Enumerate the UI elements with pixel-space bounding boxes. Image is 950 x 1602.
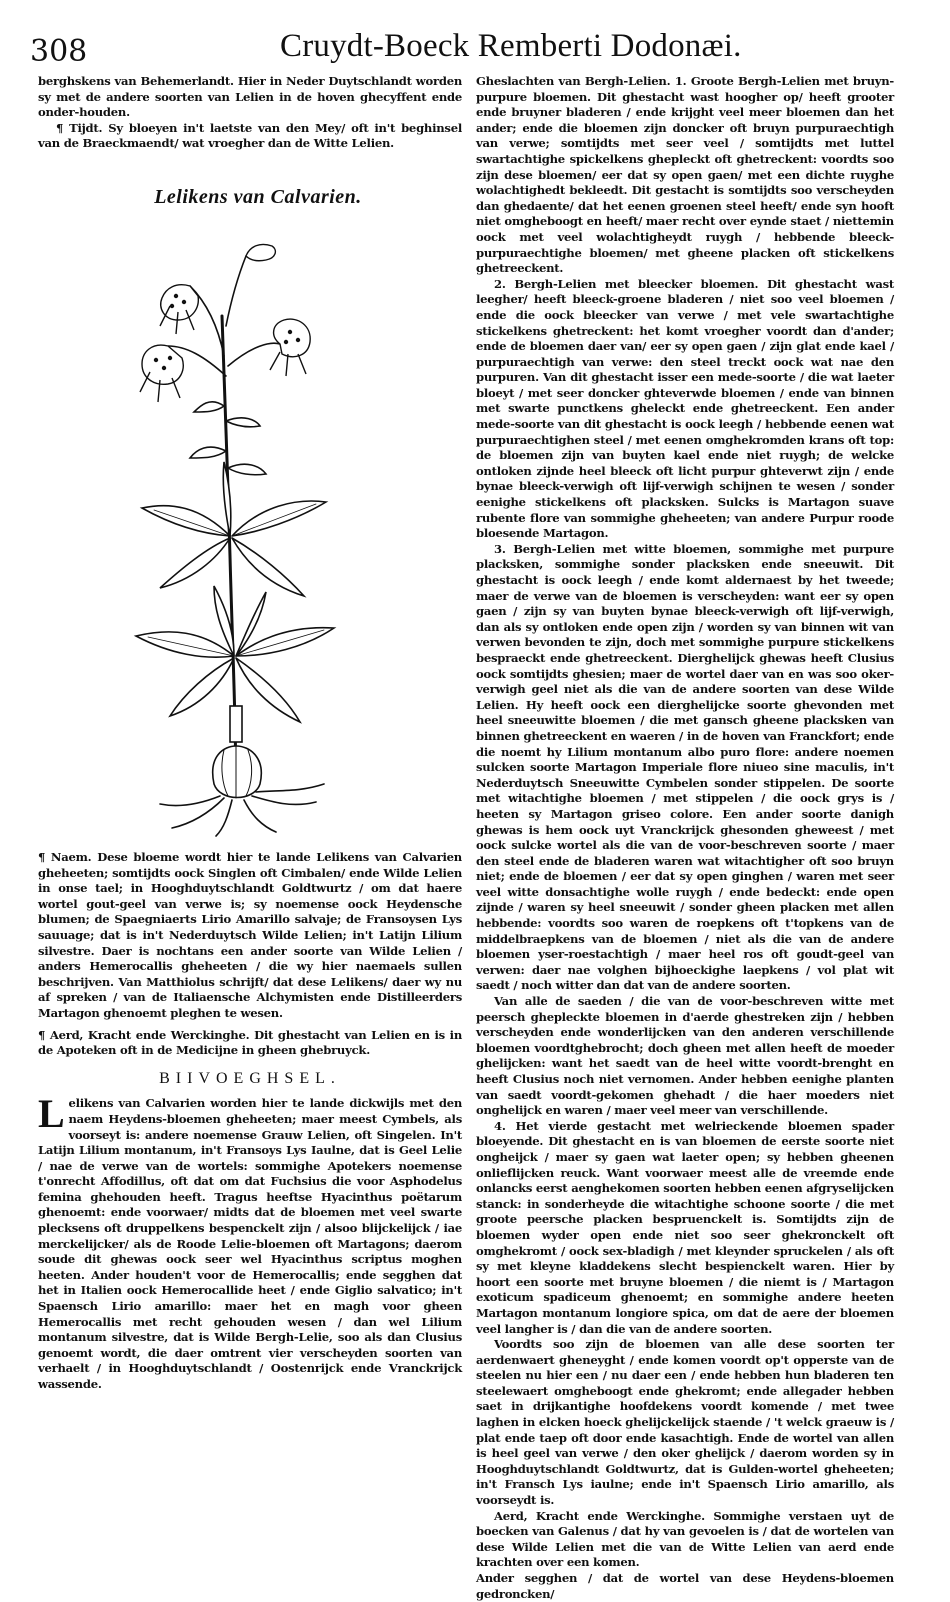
page-header (30, 28, 910, 72)
lily-flower-left (140, 345, 183, 402)
right-paragraph-3: 3. Bergh-Lelien met witte bloemen, sommighe met purpure placksken, sommighe sonder placksken ende sneeuwit. Dit ghestacht is oock leegh / ende komt aldernaest by het tweede; maer de verwe van de bloemen is verscheyden: want eer sy open gaen / zijn sy van buyten bynae bleeck-verwigh oft lijf-verwigh, dan als sy ontloken ende open zijn / worden sy van binnen wit van verwen bevonden te zijn, doch met sommighe purpure stickelkens bespraeckt ende ghetreeckent. Dierghelijck ghewas heeft Clusius oock somtijdts ghesien; maer de wortel daer van en was soo oker-verwigh geel niet als die van de andere soorten van dese Wilde Lelien. Hy heeft oock een dierghelijcke soorte ghevonden met heel sneeuwitte bloemen / die met gansch gheene placksken van binnen ghetreeckent en waeren / in de hoven van Franckfort; ende die noemt hy Lilium montanum albo puro flore: andere noemen sulcken soorte Martagon Imperiale flore niueo sine maculis, in't Nederduytsch Sneeuwitte Cymbelen sonder stippelen. De soorte met witachtighe bloemen / met stippelen / die oock grys is / heeten sy Martagon griseo colore. Een ander soorte danigh ghewas is hem oock uyt Vranckrijck ghesonden gheweest / met oock sulcke wortel als die van de voor-beschreven soorte / maer den steel ende de bladeren waren wat witachtigher oft soo bruyn niet; ende de bloemen / eer dat sy open ginghen / waren met seer veel witte donsachtighe wolle ruygh / ende bedeckt: ende open zijnde / waren sy heel sneeuwit / sonder gheen placken met allen hebbende: voordts soo waren de roepkens oft t'topkens van de middelbraepkens van de bloemen / niet als die van de andere bloemen yser-roestachtigh / maer heel ros oft goudt-geel van verwen: daer nae volghen bijhoeckighe laepkens / vol plat wit saedt / noch witter dan dat van de andere soorten. (476, 541, 894, 993)
naem-paragraph: ¶ Naem. Dese bloeme wordt hier te lande Lelikens van Calvarien gheheeten; somtijdts oock Singlen oft Cimbalen/ ende Wilde Lelien in onse tael; in Hooghduytschlandt Goldtwurtz / om dat haere wortel gout-geel van verwe is; sy noemense oock Heydensche blumen; de Spaegniaerts Lirio Amarillo salvaje; de Fransoysen Lys sauuage; dat is in't Nederduytsch Wilde Lelien; in't Latijn Lilium silvestre. Daer is nochtans een ander soorte van Wilde Lelien / anders Hemerocallis gheheeten / die wy hier naemaels sullen beschrijven. Van Matthiolus schrijft/ dat dese Lelikens/ daer wy nu af spreken / van de Italiaensche Alchymisten ende Distilleerders Martagon ghenoemt pleghen te wesen. (38, 850, 462, 1020)
right-paragraph-saeden: Van alle de saeden / die van de voor-beschreven witte met peersch ghepleckte bloemen in d'aerde ghestreken zijn / hebben verscheyden ende wonderlijcken van den anderen verschillende bloemen voordtghebrocht; doch gheen met allen heeft de moeder ghelijcken: want het saedt van de heel witte voordt-brenght en heeft Clusius noch niet vernomen. Ander hebben eenighe planten van saedt voordt-gekomen ghehadt / die haer moeders niet onghelijck en waren / maer veel meer van verschillende. (476, 994, 894, 1118)
intro-paragraph-tijdt: ¶ Tijdt. Sy bloeyen in't laetste van den Mey/ oft in't beghinsel van de Braeckmaendt/ wat vroegher dan de Witte Lelien. (38, 120, 462, 151)
left-column-lower (38, 850, 462, 1393)
figure-caption: Lelikens van Calvarien. (154, 186, 362, 208)
dropcap-letter: L (38, 1091, 65, 1137)
right-column (476, 74, 894, 1602)
bijvoeghsel-paragraph (38, 1091, 462, 1392)
page-number: 308 (30, 34, 88, 69)
lily-illustration-svg (120, 236, 400, 838)
right-paragraph-2: 2. Bergh-Lelien met bleecker bloemen. Dit ghestacht wast leegher/ heeft bleeck-groene bladeren / niet soo veel bloemen / ende die oock bleecker van verwe / met vele swartachtighe stickelkens ghetreckent: het komt vroegher voordt dan d'ander; ende de bloemen daer van/ eer sy open gaen / zijn glat ende kael / purpuraechtigh van verwe: den steel treckt oock wat nae den purpuren. Van dit ghestacht isser een mede-soorte / die wat laeter bloeyt / met seer doncker ghteverwde bloemen / ende van binnen met swarte punctkens gheleckt ende ghetreeckent. Een ander mede-soorte van dit ghestacht is oock leegh / hebbende eenen wat purpuraechtighen steel / met eenen omghekromden krans oft top: de bloemen zijn van buyten kael ende niet ruygh; de welcke ontloken zijnde heel bleeck oft licht purpur ghteverwt zijn / ende bynae bleeck-verwigh oft lijf-verwigh schijnen te wesen / sonder eenighe stickelkens oft placksken. Sulcks is Martagon suave rubente flore van sommighe gheheeten; van andere Purpur roode bloesende Martagon. (476, 276, 894, 541)
intro-paragraph-1: berghskens van Behemerlandt. Hier in Neder Duytschlandt worden sy met de andere soorten van Lelien in de hoven ghecyffent ende onder-houden. (38, 74, 462, 120)
aerd-paragraph: ¶ Aerd, Kracht ende Werckinghe. Dit ghestacht van Lelien en is in de Apoteken oft in de Medicijne in gheen ghebruyck. (38, 1027, 462, 1058)
right-paragraph-aerd: Aerd, Kracht ende Werckinghe. Sommighe verstaen uyt de boecken van Galenus / dat hy van gevoelen is / dat de wortelen van dese Wilde Lelien met die van de Witte Lelien van aerd ende krachten over een komen. (476, 1508, 894, 1570)
lily-flower-top-left (160, 285, 198, 334)
right-paragraph-gheslachten: Gheslachten van Bergh-Lelien. 1. Groote Bergh-Lelien met bruyn-purpure bloemen. Dit ghestacht wast hoogher op/ heeft grooter ende bruyner bladeren / ende krijght veel meer bloemen dan het ander; ende die bloemen zijn doncker oft bruyn purpuraechtigh van verwe; somtijdts met seer veel / somtijdts met luttel swartachtighe spickelkens ghepleckt oft ghetreckent: voordts soo zijn dese bloemen/ eer dat sy open gaen/ met een dichte ruyghe wolachtighedt bekleedt. Dit gestacht is somtijdts soo verscheyden dan ghedaente/ dat het eenen groenen steel heeft/ ende syn hooft niet omgheboogt en heeft/ maer recht over eynde staet / niettemin oock met veel wolachtigheydt ruygh / hebbende bleeck-purpuraechtighe bloemen/ met gheene placken oft stickelkens ghetreeckent. (476, 74, 894, 276)
lily-flower-top-bud (246, 244, 275, 260)
left-column-intro (38, 74, 462, 184)
running-title: Cruydt-Boeck Remberti Dodonæi. (280, 28, 742, 64)
bijvoeghsel-heading: BIIVOEGHSEL. (159, 1069, 341, 1087)
right-paragraph-ander: Ander segghen / dat de wortel van dese Heydens-bloemen gedroncken/ (476, 1571, 894, 1601)
bijvoeghsel-text: elikens van Calvarien worden hier te lande dickwijls met den naem Heydens-bloemen gheheeten; maer meest Cymbels, als voorseyt is: andere noemense Grauw Lelien, oft Singelen. In't Latijn Lilium montanum, in't Fransoys Lys Iaulne, dat is Geel Lelie / nae de verwe van de wortels: sommighe Apotekers noemense t'onrecht Affodillus, oft dat om dat Fuchsius die voor Asphodelus femina ghehouden heeft. Tragus heeftse Hyacinthus poëtarum ghenoemt: ende voorwaer/ midts dat de bloemen met veel swarte plecksens oft druppelkens bespenckelt zijn / alsoo blijckelijck / iae merckelijcker/ als de Roode Lelie-bloemen oft Martagons; daerom soude dit ghewas oock seer wel Hyacinthus scriptus moghen heeten. Ander houden't voor de Hemerocallis; ende segghen dat het in Italien oock Hemerocallide heet / ende Giglio salvatico; in't Spaensch Lirio amarillo: maer het en magh voor gheen Hemerocallis met recht gehouden wesen / dan wel Lilium montanum silvestre, dat is Wilde Bergh-Lelie, soo als dan Clusius genoemt wordt, die daer omtrent vier verscheyden soorten van verhaelt / in Hooghduytschlandt / Oostenrijck ende Vranckrijck wassende. (38, 1096, 462, 1391)
right-paragraph-4: 4. Het vierde gestacht met welrieckende bloemen spader bloeyende. Dit ghestacht en is van bloemen de eerste soorte niet ongheijck / maer sy gaen wat laeter open; sy hebben gheenen onlieflijcken reuck. Want voorwaer meest alle de vreemde ende onlancks eerst aenghekomen soorten hebben eenen afgryselijcken stanck: in sonderheyde die witachtighe schoone soorte / die met groote peersche placken bespruenckelt is. Somtijdts zijn de bloemen wyder open ende niet soo seer ghekronckelt oft omghekromt / oock sex-bladigh / met kleynder spruckelen / als oft sy met kleyne kladdekens slecht bespienckelt waren. Hier by hoort een soorte met bruyne bloemen / die niemt is / Martagon exoticum spadiceum ghenoemt; en sommighe andere heeten Martagon montanum longiore spica, om dat de aere der bloemen veel langher is / dan die van de andere soorten. (476, 1118, 894, 1336)
right-paragraph-voordts: Voordts soo zijn de bloemen van alle dese soorten ter aerdenwaert gheneyght / ende komen voordt op't opperste van de steelen nu hier een / nu daer een / ende hebben hun bladeren ten steelewaert omgheboogt ende ghekromt; ende allegader hebben saet in drijkantighe hoofdekens voordt komende / met twee laghen in elcken hoeck ghelijckelijck staende / 't welck graeuw is / plat ende taep oft door ende kasachtigh. Ende de wortel van allen is heel geel van verwe / den oker ghelijck / daerom worden sy in Hooghduytschlandt Goldtwurtz, dat is Gulden-wortel gheheeten; in't Fransch Lys iaulne; ende in't Spaensch Lirio amarillo, als voorseydt is. (476, 1337, 894, 1508)
lily-flower-right (270, 319, 310, 376)
lily-woodcut-figure (120, 236, 400, 838)
